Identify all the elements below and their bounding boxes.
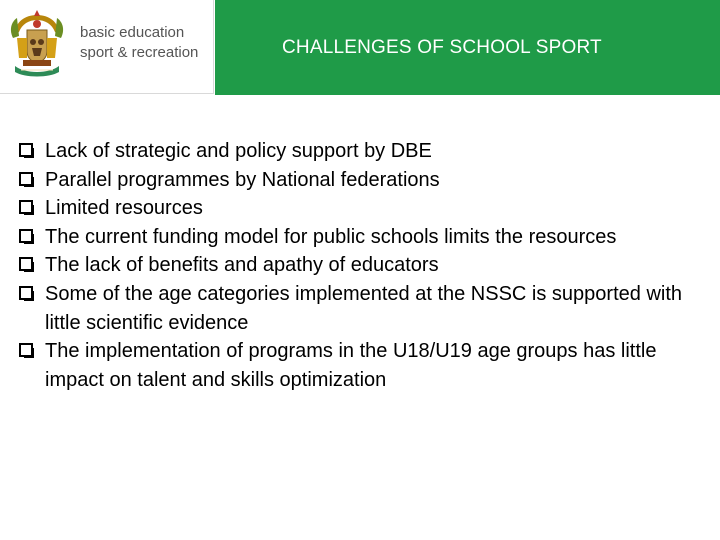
checkbox-square-bullet-icon xyxy=(19,257,35,273)
bullet-item xyxy=(19,337,709,394)
page-title: CHALLENGES OF SCHOOL SPORT xyxy=(282,37,602,58)
bullet-item xyxy=(19,166,709,195)
bullet-item xyxy=(19,251,709,280)
brand-line-2: sport & recreation xyxy=(80,44,199,61)
bullet-list xyxy=(19,137,709,394)
bullet-text: Limited resources xyxy=(45,197,203,220)
bullet-text: The current funding model for public schools limits the resources xyxy=(45,225,617,248)
header xyxy=(0,0,720,95)
checkbox-square-bullet-icon xyxy=(19,200,35,216)
bullet-text: Parallel programmes by National federations xyxy=(45,168,440,191)
bullet-text: The lack of benefits and apathy of educators xyxy=(45,254,439,277)
checkbox-square-bullet-icon xyxy=(19,229,35,245)
bullet-item xyxy=(19,223,709,252)
checkbox-square-bullet-icon xyxy=(19,143,35,159)
coat-of-arms-icon xyxy=(7,8,67,80)
checkbox-square-bullet-icon xyxy=(19,286,35,302)
checkbox-square-bullet-icon xyxy=(19,343,35,359)
bullet-item xyxy=(19,194,709,223)
bullet-text: Some of the age categories implemented at the NSSC is supported with little scientific evidence xyxy=(45,282,683,334)
bullet-item xyxy=(19,137,709,166)
title-bar xyxy=(215,0,720,95)
brand-line-1: basic education xyxy=(80,24,185,41)
brand-name xyxy=(80,23,198,63)
bullet-text: Lack of strategic and policy support by DBE xyxy=(45,140,432,162)
logo-block xyxy=(0,0,214,94)
bullet-item xyxy=(19,280,709,337)
bullet-text: The implementation of programs in the U18/U19 age groups has little impact on talent and skills optimization xyxy=(45,340,657,391)
checkbox-square-bullet-icon xyxy=(19,172,35,188)
